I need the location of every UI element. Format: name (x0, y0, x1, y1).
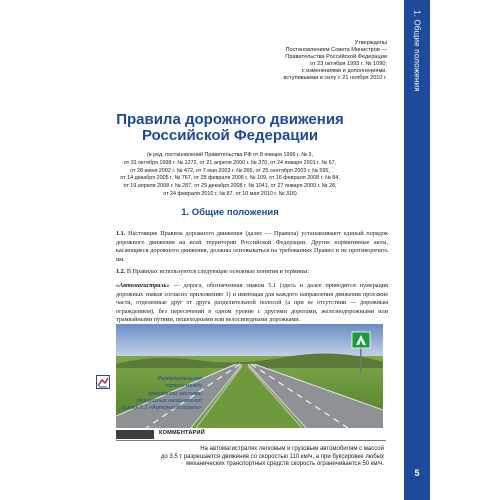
revision-list (60, 152, 400, 199)
definition-term: «Автомагистраль» (116, 282, 170, 289)
approval-line: вступившими в силу с 21 ноября 2010 г. (283, 75, 387, 82)
image-pointer-icon (96, 375, 110, 389)
paragraph-text: В Правилах используются следующие основные понятия и термины: (126, 268, 310, 275)
comment-label: КОММЕНТАРИЙ (159, 430, 205, 436)
caption-line: и знак 5.1 «Автомагистраль» (122, 405, 202, 412)
image-caption (116, 376, 202, 412)
caption-line: для разных направлений (137, 397, 202, 404)
approval-line: с изменениями и дополнениями, (301, 68, 387, 75)
document-title-line1: Правила дорожного движения (116, 111, 344, 128)
paragraph-number: 1.2. (116, 268, 126, 275)
paragraph-number: 1.1. (116, 230, 126, 237)
comment-line: до 3,5 т разрешается движение со скоростью 110 км/ч, а при буксировке любых (160, 453, 384, 460)
approval-line: от 23 октября 1993 г. № 1090; (310, 61, 387, 68)
comment-line: На автомагистралях легковым и грузовым автомобилям с массой (200, 446, 384, 452)
revision-line: от 24 февраля 2010 г. № 87, от 10 мая 2010 г. № 316) (163, 190, 297, 197)
revision-line: от 28 июня 2002 г. № 472, от 7 мая 2003 г. № 265, от 25 сентября 2003 г. № 595, (130, 167, 330, 174)
document-title-line2: Российской Федерации (141, 127, 319, 144)
section-heading: 1. Общие положения (181, 207, 279, 218)
revision-line: от 14 декабря 2005 г. № 767, от 28 февраля 2006 г. № 109, от 16 февраля 2008 г. № 84, (120, 175, 340, 182)
paragraph-1-1 (116, 230, 388, 264)
approval-line: Утверждены (354, 40, 387, 46)
caption-line: полоса между (165, 383, 202, 390)
approval-block (200, 40, 387, 83)
comment-header (116, 428, 386, 441)
paragraph-text: Настоящие Правила дорожного движения (далее — Правила) устанавливают единый порядок дорожного движения на всей территории Российской Федерации. Другие нормативные акты, касающиеся дорожного движения, должны основываться на требованиях Правил и не противоречить им. (116, 230, 389, 263)
revision-line: от 19 апреля 2008 г. № 287, от 29 декабря 2008 г. № 1041, от 27 января 2009 г. № 28, (123, 183, 337, 190)
approval-line: Постановлением Совета Министров — (285, 47, 387, 54)
comment-marker (116, 430, 154, 439)
section-tab (404, 4, 430, 154)
caption-line: проезжими частями (148, 390, 202, 397)
definition-text: — дорога, обозначенная знаком 5.1 (здесь и далее приводится нумерация дорожных знаков согласно приложению 1) и имеющая для каждого направления движения проезжие части, отделенные друг от друга разделительной полосой (а при ее отсутствии — дорожным ограждением), без пересечений в одном уровне с другими дорогами, железнодорожными или трамвайными путями, пешеходными или велосипедными дорожками. (116, 282, 389, 324)
comment-line: механических транспортных средств скорость ограничивается 50 км/ч. (186, 461, 384, 468)
approval-line: Правительства Российской Федерации (285, 54, 387, 61)
section-tab-label: 1. Общие положения (412, 10, 422, 92)
paragraph-1-2 (116, 268, 388, 277)
revision-line: (в ред. постановлений Правительства РФ от 8 января 1996 г. № 3, (146, 152, 314, 158)
page-number: 5 (414, 468, 420, 478)
revision-line: от 31 октября 1998 г. № 1272, от 21 апреля 2000 г. № 370, от 24 января 2001 г. № 67, (123, 159, 337, 166)
document-title (90, 112, 370, 144)
comment-text (154, 446, 384, 469)
definition-motorway (116, 282, 388, 325)
caption-line: Разделительная (157, 376, 202, 382)
